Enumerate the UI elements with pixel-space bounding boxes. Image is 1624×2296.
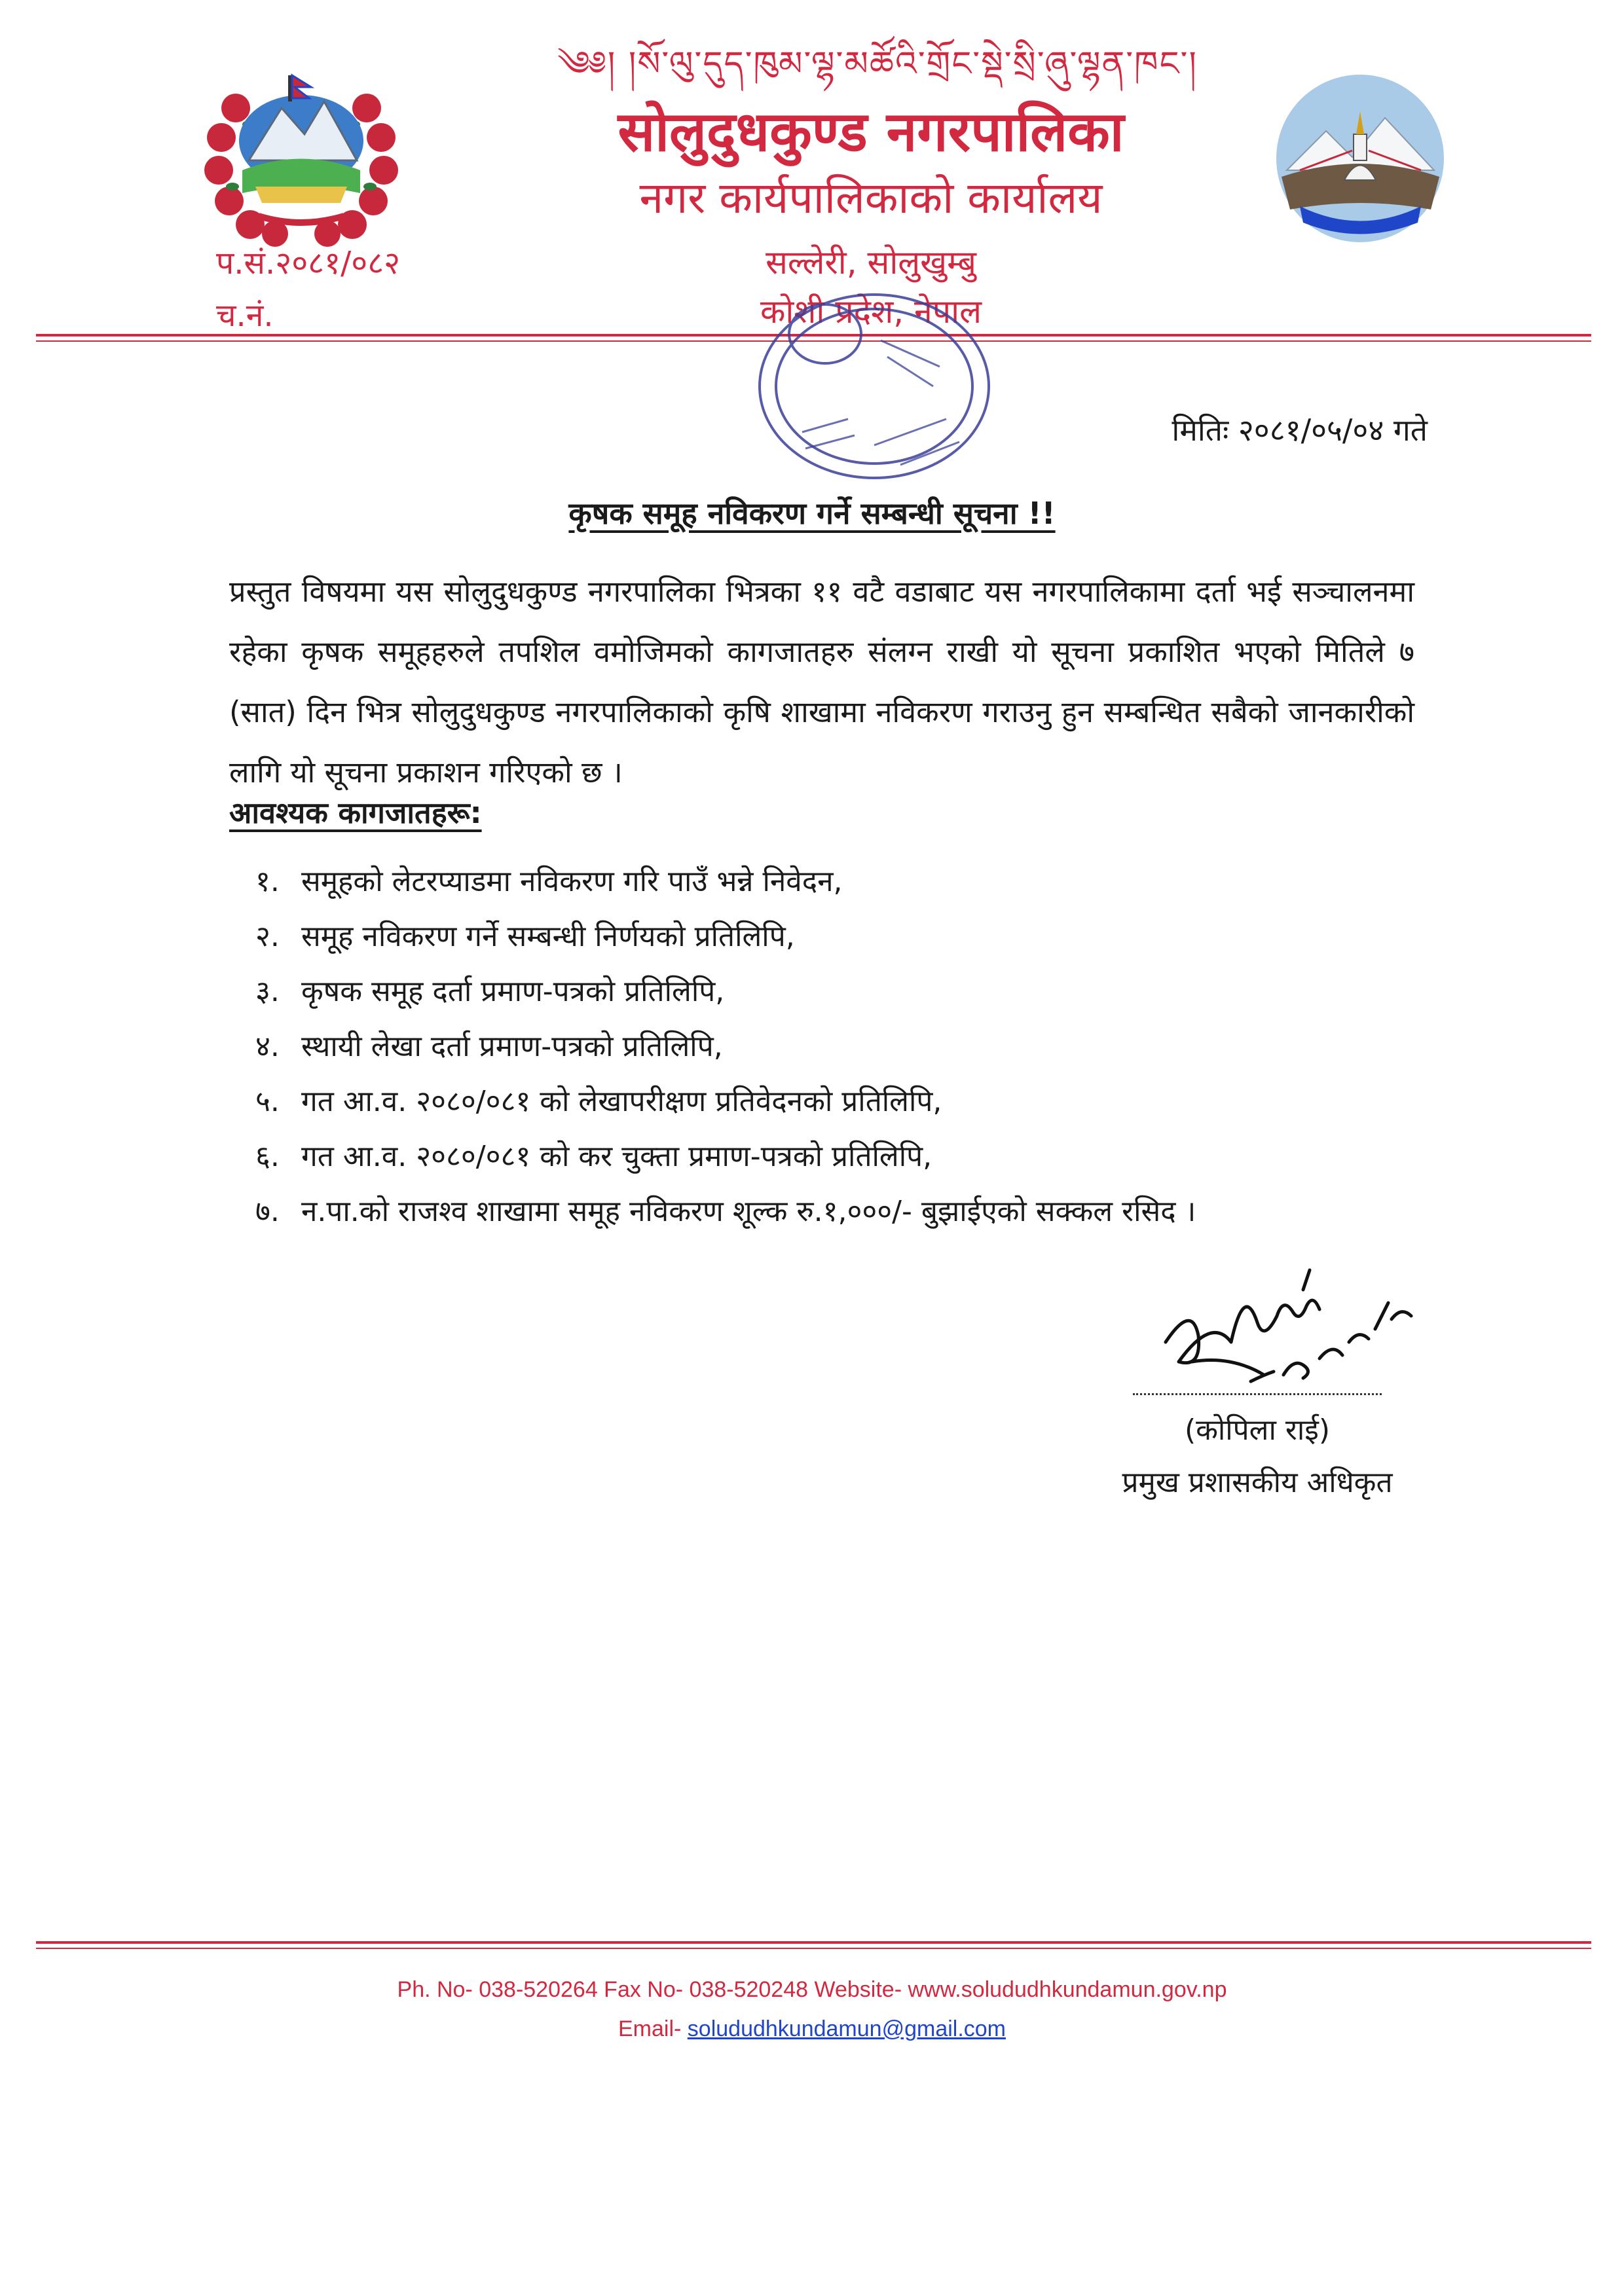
- list-item: ३. कृषक समूह दर्ता प्रमाण-पत्रको प्रतिलिपि,: [255, 975, 725, 1008]
- signatory-title: प्रमुख प्रशासकीय अधिकृत: [1122, 1466, 1393, 1499]
- municipality-name: सोलुदुधकुण्ड नगरपालिका: [618, 100, 1124, 164]
- notice-subject: कृषक समूह नविकरण गर्ने सम्बन्धी सूचना !!: [568, 496, 1056, 531]
- list-item: ६. गत आ.व. २०८०/०८१ को कर चुक्ता प्रमाण-पत्रको प्रतिलिपि,: [255, 1140, 932, 1173]
- email-link[interactable]: solududhkundamun@gmail.com: [687, 2016, 1006, 2041]
- list-item: २. समूह नविकरण गर्ने सम्बन्धी निर्णयको प्रतिलिपि,: [255, 920, 795, 953]
- footer-rule: [36, 1941, 1591, 1944]
- footer-rule-thin: [36, 1948, 1591, 1949]
- signature-line: [1133, 1393, 1382, 1395]
- office-name: नगर कार्यपालिकाको कार्यालय: [639, 173, 1103, 223]
- list-item: ७. न.पा.को राजश्व शाखामा समूह नविकरण शूल्क रु.१,०००/- बुझाईएको सक्कल रसिद ।: [255, 1195, 1196, 1228]
- footer-email-line: [0, 2016, 1624, 2042]
- reference-number: प.सं.२०८१/०८२: [216, 245, 401, 282]
- dispatch-number: च.नं.: [216, 297, 274, 334]
- address-line-2: कोशी प्रदेश, नेपाल: [760, 293, 982, 331]
- footer-contact: Ph. No- 038-520264 Fax No- 038-520248 Website- www.solududhkundamun.gov.np: [397, 1977, 1227, 2002]
- office-stamp: [750, 288, 999, 484]
- list-item: ४. स्थायी लेखा दर्ता प्रमाण-पत्रको प्रतिलिपि,: [255, 1030, 723, 1063]
- documents-list: [255, 854, 1434, 1239]
- handwritten-signature: [1153, 1244, 1428, 1401]
- documents-heading: आवश्यक कागजातहरू:: [229, 795, 482, 830]
- list-item: १. समूहको लेटरप्याडमा नविकरण गरि पाउँ भन्ने निवेदन,: [255, 865, 843, 898]
- notice-body: प्रस्तुत विषयमा यस सोलुदुधकुण्ड नगरपालिका भित्रका ११ वटै वडाबाट यस नगरपालिकामा दर्ता भई सञ्चालनमा रहेका कृषक समूहहरुले तपशिल वमोजिमको कागजातहरु संलग्न राखी यो सूचना प्रकाशित भएको मितिले ७ (सात) दिन भित्र सोलुदुधकुण्ड नगरपालिकाको कृषि शाखामा नविकरण गराउनु हुन सम्बन्धित सबैको जानकारीको लागि यो सूचना प्रकाशन गरिएको छ ।: [229, 574, 1414, 790]
- tibetan-header: ༄༅། །སོ་ལུ་དུད་ཁུམ་ལྷ་མཚོའི་གྲོང་སྡེ་སྲི་ཞུ་ལྷན་ཁང་།: [557, 45, 1198, 84]
- notice-date: मितिः २०८१/०५/०४ गते: [1172, 412, 1428, 448]
- email-label: Email-: [618, 2016, 682, 2041]
- list-item: ५. गत आ.व. २०८०/०८१ को लेखापरीक्षण प्रतिवेदनको प्रतिलिपि,: [255, 1085, 942, 1118]
- nepal-emblem-logo: [196, 62, 406, 252]
- address-line-1: सल्लेरी, सोलुखुम्बु: [766, 244, 976, 282]
- signatory-name: (कोपिला राई): [1184, 1413, 1331, 1447]
- municipality-logo: [1274, 72, 1447, 246]
